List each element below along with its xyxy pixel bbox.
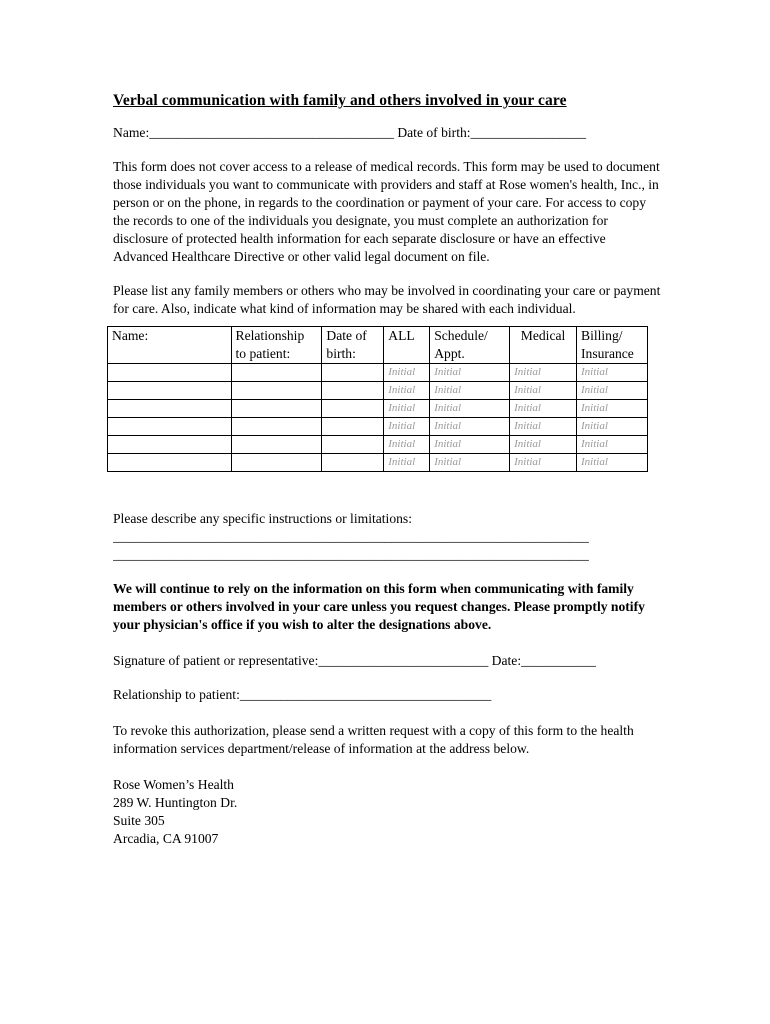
cell-billing[interactable]: Initial bbox=[577, 400, 648, 418]
relationship-field[interactable]: Relationship to patient:_____________________________________ bbox=[113, 687, 492, 702]
instructions-label: Please describe any specific instructions or limitations: bbox=[113, 511, 412, 526]
cell-medical[interactable]: Initial bbox=[510, 418, 577, 436]
instructions-line-1[interactable]: ______________________________________________________________________ bbox=[113, 529, 589, 544]
spacer bbox=[113, 670, 661, 686]
cell-billing[interactable]: Initial bbox=[577, 364, 648, 382]
header-dob: Date of birth: bbox=[322, 327, 384, 364]
table-row bbox=[108, 436, 648, 454]
cell-schedule[interactable]: Initial bbox=[430, 400, 510, 418]
instructions-line-2[interactable]: ______________________________________________________________________ bbox=[113, 547, 589, 562]
header-relationship: Relationship to patient: bbox=[231, 327, 322, 364]
cell-name[interactable] bbox=[108, 400, 232, 418]
cell-all[interactable]: Initial bbox=[384, 418, 430, 436]
cell-name[interactable] bbox=[108, 418, 232, 436]
cell-medical[interactable]: Initial bbox=[510, 364, 577, 382]
header-billing: Billing/ Insurance bbox=[577, 327, 648, 364]
header-medical: Medical bbox=[510, 327, 577, 364]
form-title: Verbal communication with family and others involved in your care bbox=[113, 92, 567, 109]
cell-relationship[interactable] bbox=[231, 418, 322, 436]
cell-relationship[interactable] bbox=[231, 454, 322, 472]
address-name: Rose Women’s Health bbox=[113, 777, 234, 792]
header-schedule: Schedule/ Appt. bbox=[430, 327, 510, 364]
header-all: ALL bbox=[384, 327, 430, 364]
cell-medical[interactable]: Initial bbox=[510, 454, 577, 472]
intro-paragraph: This form does not cover access to a release of medical records. This form may be used to document those individuals you want to communicate with providers and staff at Rose women's health, Inc., in person or on the phone, in regards to the coordination or payment of your care. For access to copy the records to one of the individuals you designate, you must complete an authorization for disclosure of protected health information for each separate disclosure or have an effective Advanced Healthcare Directive or other valid legal document on file. bbox=[113, 159, 660, 264]
cell-all[interactable]: Initial bbox=[384, 454, 430, 472]
cell-medical[interactable]: Initial bbox=[510, 400, 577, 418]
cell-medical[interactable]: Initial bbox=[510, 382, 577, 400]
cell-billing[interactable]: Initial bbox=[577, 454, 648, 472]
cell-schedule[interactable]: Initial bbox=[430, 418, 510, 436]
revoke-paragraph: To revoke this authorization, please send a written request with a copy of this form to the health information services department/release of information at the address below. bbox=[113, 723, 634, 756]
cell-dob[interactable] bbox=[322, 382, 384, 400]
table-body bbox=[108, 364, 648, 472]
header-name: Name: bbox=[108, 327, 232, 364]
spacer bbox=[113, 266, 661, 282]
table-header-row bbox=[108, 327, 648, 364]
cell-schedule[interactable]: Initial bbox=[430, 364, 510, 382]
spacer bbox=[113, 758, 661, 776]
table-row bbox=[108, 364, 648, 382]
cell-name[interactable] bbox=[108, 382, 232, 400]
designee-table bbox=[107, 326, 648, 472]
cell-medical[interactable]: Initial bbox=[510, 436, 577, 454]
table-row bbox=[108, 400, 648, 418]
spacer bbox=[113, 142, 661, 158]
address-suite: Suite 305 bbox=[113, 813, 165, 828]
table-row bbox=[108, 418, 648, 436]
spacer bbox=[113, 704, 661, 722]
cell-all[interactable]: Initial bbox=[384, 382, 430, 400]
cell-name[interactable] bbox=[108, 364, 232, 382]
cell-schedule[interactable]: Initial bbox=[430, 436, 510, 454]
cell-relationship[interactable] bbox=[231, 400, 322, 418]
cell-schedule[interactable]: Initial bbox=[430, 454, 510, 472]
cell-all[interactable]: Initial bbox=[384, 436, 430, 454]
signature-date-field[interactable]: Signature of patient or representative:_________________________ Date:___________ bbox=[113, 653, 596, 668]
notice-paragraph: We will continue to rely on the information on this form when communicating with family members or others involved in your care unless you request changes. Please promptly notify your physician's office if you wish to alter the designations above. bbox=[113, 581, 645, 632]
cell-all[interactable]: Initial bbox=[384, 364, 430, 382]
name-dob-field[interactable]: Name:____________________________________ Date of birth:_________________ bbox=[113, 125, 587, 140]
list-instructions-paragraph: Please list any family members or others who may be involved in coordinating your care or payment for care. Also, indicate what kind of information may be shared with each individual. bbox=[113, 283, 661, 316]
address-city: Arcadia, CA 91007 bbox=[113, 831, 219, 846]
cell-name[interactable] bbox=[108, 436, 232, 454]
spacer bbox=[113, 564, 661, 580]
table-row bbox=[108, 382, 648, 400]
cell-dob[interactable] bbox=[322, 400, 384, 418]
cell-billing[interactable]: Initial bbox=[577, 436, 648, 454]
form-page bbox=[113, 92, 661, 848]
cell-dob[interactable] bbox=[322, 418, 384, 436]
address-block bbox=[113, 776, 661, 848]
cell-schedule[interactable]: Initial bbox=[430, 382, 510, 400]
cell-relationship[interactable] bbox=[231, 436, 322, 454]
cell-billing[interactable]: Initial bbox=[577, 418, 648, 436]
cell-name[interactable] bbox=[108, 454, 232, 472]
cell-billing[interactable]: Initial bbox=[577, 382, 648, 400]
spacer bbox=[113, 634, 661, 652]
cell-dob[interactable] bbox=[322, 454, 384, 472]
cell-all[interactable]: Initial bbox=[384, 400, 430, 418]
table-row bbox=[108, 454, 648, 472]
address-street: 289 W. Huntington Dr. bbox=[113, 795, 238, 810]
cell-relationship[interactable] bbox=[231, 364, 322, 382]
spacer bbox=[113, 472, 661, 510]
cell-dob[interactable] bbox=[322, 436, 384, 454]
cell-dob[interactable] bbox=[322, 364, 384, 382]
cell-relationship[interactable] bbox=[231, 382, 322, 400]
